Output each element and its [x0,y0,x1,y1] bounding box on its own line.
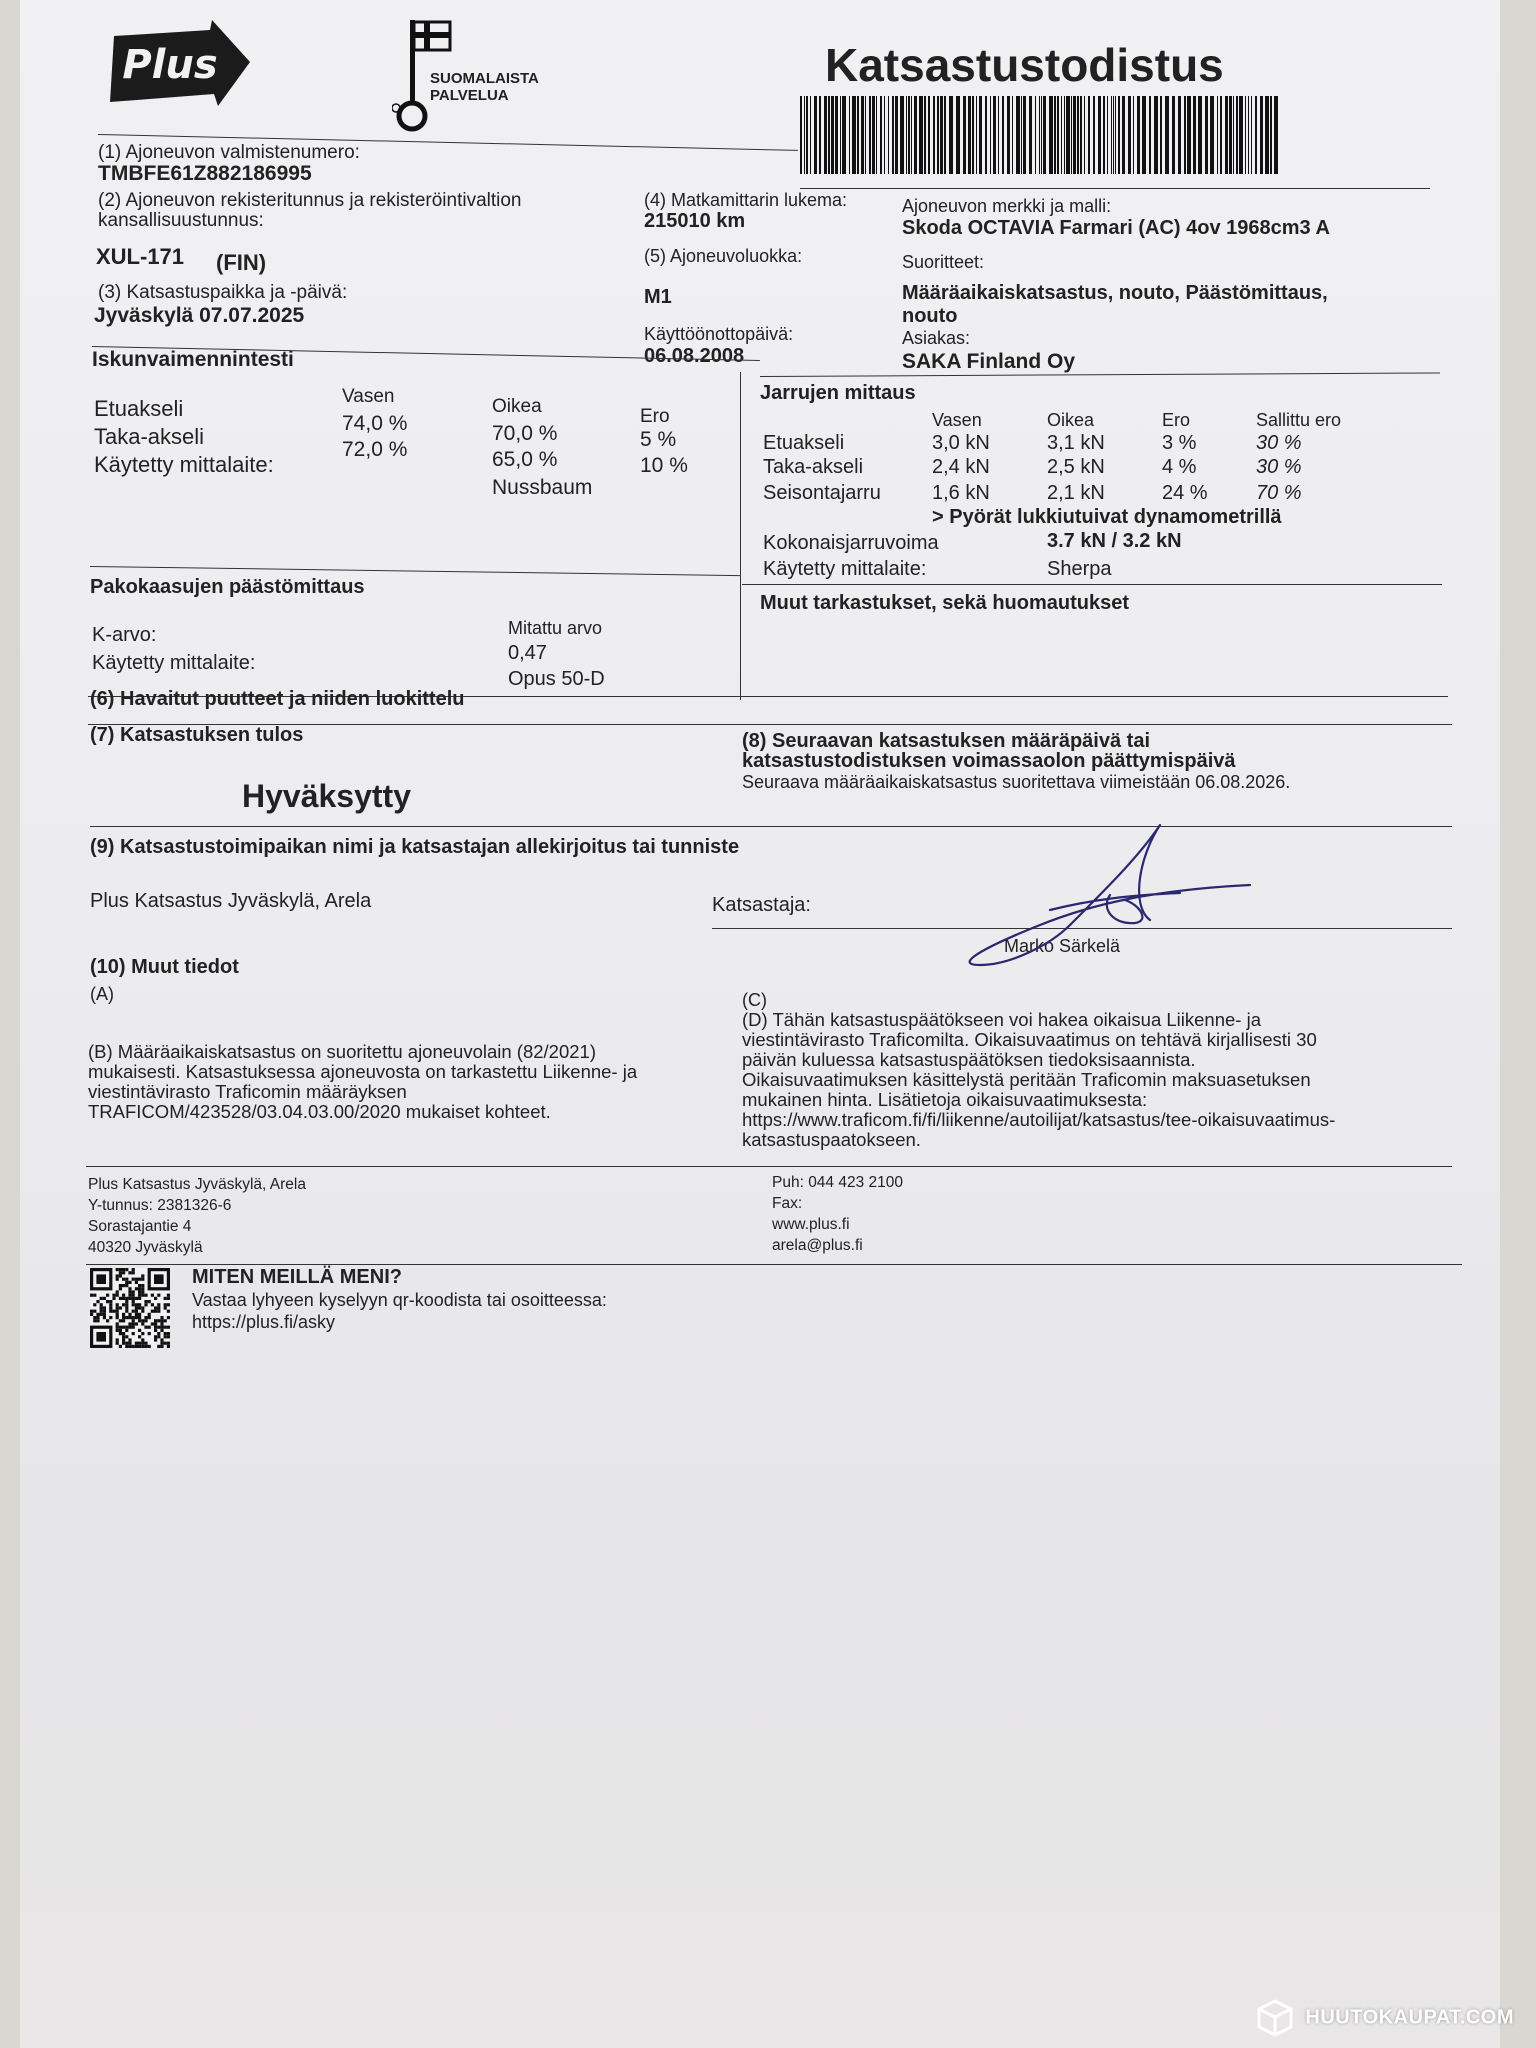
shock-col-right: Oikea [492,396,542,417]
odometer-label: (4) Matkamittarin lukema: [644,190,848,210]
brake-row-parking-diff: 24 % [1162,482,1208,504]
next-inspection-title-2: katsastustodistuksen voimassaolon päättymispäivä [742,750,1236,772]
place-label: (3) Katsastuspaikka ja -päivä: [98,282,348,303]
other-info-d-line-5: mukainen hinta. Lisätietoja oikaisuvaatimuksesta: [742,1089,1148,1110]
other-info-b-line-1: (B) Määräaikaiskatsastus on suoritettu ajoneuvolain (82/2021) [88,1041,597,1062]
make-value: Skoda OCTAVIA Farmari (AC) 4ov 1968cm3 A [902,217,1330,239]
inspection-certificate-paper [20,0,1500,2048]
brake-row-parking-label: Seisontajarru [763,482,881,504]
footer-contact [772,1172,903,1256]
shock-device-label: Käytetty mittalaite: [94,452,274,477]
brake-note: > Pyörät lukkiutuivat dynamometrillä [932,506,1282,528]
brake-row-front-allowed: 30 % [1256,432,1302,454]
other-info-d-line-2: viestintävirasto Traficomilta. Oikaisuvaatimus on tehtävä kirjallisesti 30 [742,1029,1317,1050]
performed-value-1: Määräaikaiskatsastus, nouto, Päästömittaus, [902,282,1328,304]
emissions-device-value: Opus 50-D [508,668,605,690]
brake-device-value: Sherpa [1047,558,1112,580]
survey-url: https://plus.fi/asky [192,1312,336,1332]
shock-device-value: Nussbaum [492,476,593,499]
shock-row-front-left: 74,0 % [342,412,408,435]
inspector-signature [950,815,1270,975]
customer-value: SAKA Finland Oy [902,350,1076,373]
inspector-name: Marko Särkelä [1004,936,1121,956]
first-use-label: Käyttöönottopäivä: [644,324,794,344]
class-value: M1 [644,286,672,308]
shock-row-rear-diff: 10 % [640,454,688,477]
other-info-a: (A) [90,984,114,1004]
shock-row-rear-label: Taka-akseli [94,424,205,449]
other-info-d-line-3: päivän kuluessa katsastuspäätöksen tiedoksisaannista. [742,1049,1196,1070]
emissions-measured-header: Mitattu arvo [508,618,603,638]
footer-phone: Puh: 044 423 2100 [772,1174,904,1191]
brake-row-rear-left: 2,4 kN [932,456,990,478]
shock-row-front-right: 70,0 % [492,422,558,445]
other-info-c: (C) [742,990,767,1010]
defects-title: (6) Havaitut puutteet ja niiden luokittelu [90,688,465,710]
result-title: (7) Katsastuksen tulos [90,724,304,746]
reg-number: XUL-171 [96,244,185,269]
brake-row-rear-diff: 4 % [1162,456,1197,478]
shock-test-title: Iskunvaimennintesti [92,348,294,371]
shock-row-rear-right: 65,0 % [492,448,558,471]
footer-fax: Fax: [772,1195,803,1212]
other-info-b-line-4: TRAFICOM/423528/03.04.03.00/2020 mukaiset kohteet. [88,1101,551,1122]
brake-row-front-label: Etuakseli [763,432,845,454]
watermark-text: HUUTOKAUPAT.COM [1305,2006,1514,2029]
brake-col-left: Vasen [932,410,982,430]
brake-row-parking-right: 2,1 kN [1047,482,1105,504]
other-info-d-line-4: Oikaisuvaatimuksen käsittelystä peritään Traficomin maksuasetuksen [742,1069,1311,1090]
brake-col-right: Oikea [1047,410,1095,430]
other-info-b-line-2: mukaisesti. Katsastuksessa ajoneuvosta on tarkastettu Liikenne- ja [88,1061,638,1082]
brake-row-front-diff: 3 % [1162,432,1197,454]
brake-row-rear-label: Taka-akseli [763,456,864,478]
footer-street: Sorastajantie 4 [88,1218,192,1235]
emissions-title: Pakokaasujen päästömittaus [90,576,365,598]
customer-label: Asiakas: [902,328,971,348]
reg-label-2: kansallisuustunnus: [98,210,264,231]
footer-web: www.plus.fi [772,1216,850,1233]
brake-row-rear-allowed: 30 % [1256,456,1302,478]
watermark [1255,1998,1514,2038]
make-label: Ajoneuvon merkki ja malli: [902,196,1112,216]
shock-row-front-diff: 5 % [640,428,677,451]
inspector-label: Katsastaja: [712,894,811,916]
brake-total-value: 3.7 kN / 3.2 kN [1047,530,1182,552]
other-info-b [88,1042,728,1122]
brake-total-label: Kokonaisjarruvoima [763,532,939,554]
brake-row-front-right: 3,1 kN [1047,432,1105,454]
reg-label-1: (2) Ajoneuvon rekisteritunnus ja rekisteröintivaltion [98,190,522,211]
odometer-value: 215010 km [644,210,746,232]
other-checks-title: Muut tarkastukset, sekä huomautukset [760,592,1129,614]
logo-line-1: SUOMALAISTA [430,70,539,87]
brake-row-front-left: 3,0 kN [932,432,990,454]
footer-email: arela@plus.fi [772,1237,863,1254]
brake-col-diff: Ero [1162,410,1191,430]
qr-code [90,1268,170,1348]
signature-title: (9) Katsastustoimipaikan nimi ja katsastajan allekirjoitus tai tunniste [90,836,740,858]
next-inspection-text: Seuraava määräaikaiskatsastus suoritettava viimeistään 06.08.2026. [742,772,1291,792]
first-use-value: 06.08.2008 [644,345,745,367]
emissions-device-label: Käytetty mittalaite: [92,652,256,674]
other-info-d-line-7: katsastuspaatokseen. [742,1129,921,1150]
survey-title: MITEN MEILLÄ MENI? [192,1266,402,1288]
place-value: Jyväskylä 07.07.2025 [94,304,305,327]
brake-row-parking-allowed: 70 % [1256,482,1302,504]
result-value: Hyväksytty [242,778,411,814]
footer-city: 40320 Jyväskylä [88,1239,203,1256]
reg-country: (FIN) [216,250,267,275]
brake-test-title: Jarrujen mittaus [760,382,916,404]
shock-row-front-label: Etuakseli [94,396,184,421]
logo-line-2: PALVELUA [430,87,509,104]
vin-label: (1) Ajoneuvon valmistenumero: [98,142,360,163]
other-info-d [742,1010,1442,1150]
survey-line: Vastaa lyhyeen kyselyyn qr-koodista tai osoitteessa: [192,1290,607,1310]
plus-logo [100,20,270,120]
other-info-d-line-6: https://www.traficom.fi/fi/liikenne/autoilijat/katsastus/tee-oikaisuvaatimus- [742,1109,1336,1130]
station-name: Plus Katsastus Jyväskylä, Arela [90,890,372,912]
performed-label: Suoritteet: [902,252,985,272]
shock-row-rear-left: 72,0 % [342,438,408,461]
shock-col-diff: Ero [640,406,670,427]
document-title: Katsastustodistus [825,39,1224,91]
brake-row-rear-right: 2,5 kN [1047,456,1105,478]
other-info-b-line-3: viestintävirasto Traficomin määräyksen [88,1081,407,1102]
barcode [800,96,1280,176]
next-inspection-title-1: (8) Seuraavan katsastuksen määräpäivä tai [742,730,1150,752]
brake-device-label: Käytetty mittalaite: [763,558,927,580]
footer-address [88,1174,306,1258]
brake-col-allowed: Sallittu ero [1256,410,1342,430]
vin-value: TMBFE61Z882186995 [98,162,312,185]
performed-value-2: nouto [902,305,958,327]
brake-row-parking-left: 1,6 kN [932,482,990,504]
other-info-d-line-1: (D) Tähän katsastuspäätökseen voi hakea oikaisua Liikenne- ja [742,1009,1261,1030]
other-info-title: (10) Muut tiedot [90,956,239,978]
shock-col-left: Vasen [342,386,395,407]
footer-company: Plus Katsastus Jyväskylä, Arela [88,1176,306,1193]
emissions-k-label: K-arvo: [92,624,157,646]
class-label: (5) Ajoneuvoluokka: [644,246,803,266]
footer-business-id: Y-tunnus: 2381326-6 [88,1197,232,1214]
emissions-k-value: 0,47 [508,642,547,664]
plus-logo-text: Plus [122,42,218,88]
cube-icon [1255,1998,1295,2038]
